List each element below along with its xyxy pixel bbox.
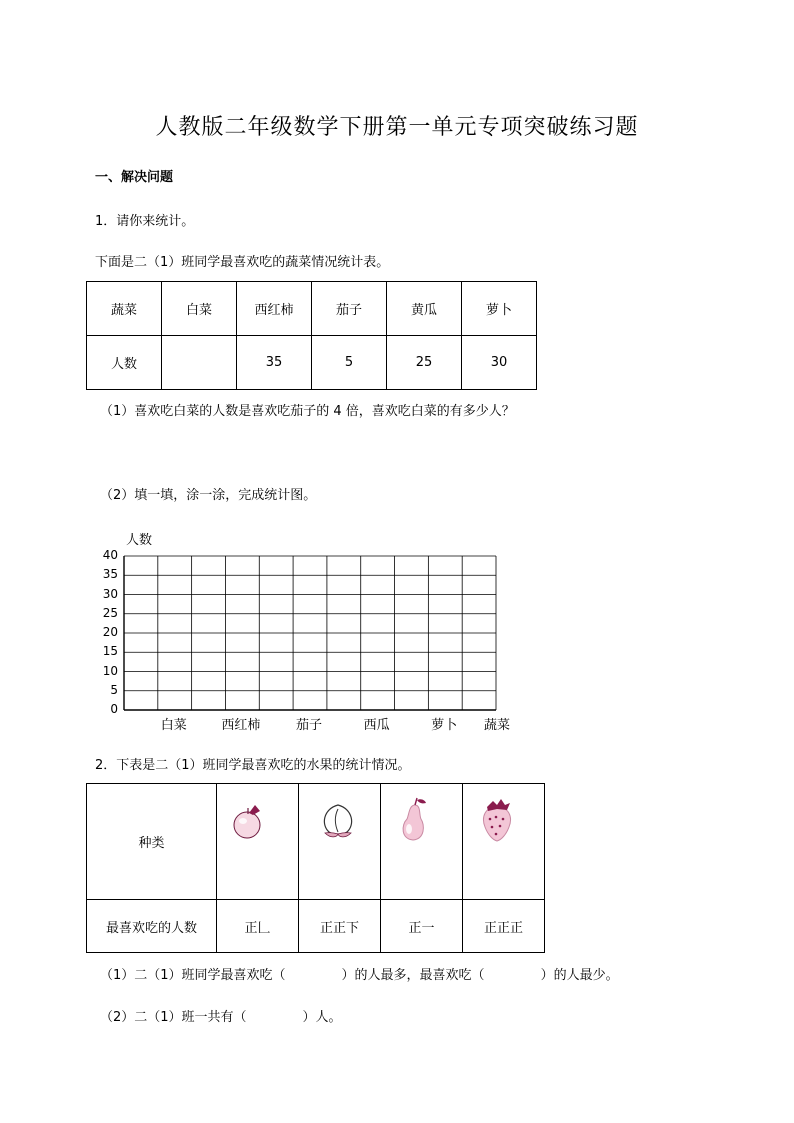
table-row (87, 336, 537, 390)
table-cell: 白菜 (162, 282, 237, 336)
table-cell: 25 (387, 336, 462, 390)
table-row (87, 784, 545, 900)
peach-icon (315, 799, 361, 845)
question-1-sub-2: （2）填一填，涂一涂，完成统计图。 (100, 488, 317, 503)
x-category-label: 萝卜 (431, 718, 458, 733)
text-fragment: ）人。 (302, 1010, 342, 1025)
table-cell: 蔬菜 (87, 282, 162, 336)
question-2-sub-1 (100, 964, 619, 983)
chart-x-axis-title: 蔬菜 (484, 718, 511, 733)
bar-chart-grid[interactable] (118, 548, 508, 718)
tally-cell: 正一 (381, 900, 463, 953)
text-fragment: ）的人最多，最喜欢吃（ (341, 968, 485, 983)
text-fragment: ）的人最少。 (540, 968, 619, 983)
table-cell (217, 784, 299, 900)
table-cell (381, 784, 463, 900)
y-tick-label: 15 (102, 644, 118, 659)
apple-icon (229, 799, 269, 841)
strawberry-icon (475, 795, 519, 845)
answer-cell[interactable] (162, 336, 237, 390)
x-category-label: 白菜 (160, 718, 187, 733)
table-cell: 5 (312, 336, 387, 390)
y-tick-label: 20 (102, 625, 118, 639)
text-fragment: （2）二（1）班一共有（ (100, 1010, 247, 1025)
table-cell: 35 (237, 336, 312, 390)
table-cell: 30 (462, 336, 537, 390)
tally-cell: 正正下 (299, 900, 381, 953)
question-1-intro: 下面是二（1）班同学最喜欢吃的蔬菜情况统计表。 (95, 255, 390, 270)
question-1-heading: 1．请你来统计。 (95, 214, 195, 229)
table-row (87, 900, 545, 953)
x-category-label: 西瓜 (363, 718, 390, 733)
x-category-label: 西红柿 (221, 718, 261, 733)
page-title: 人教版二年级数学下册第一单元专项突破练习题 (155, 115, 639, 140)
y-tick-label: 25 (102, 605, 118, 620)
tally-cell: 正𠃊 (217, 900, 299, 953)
y-tick-label: 40 (102, 548, 118, 562)
chart-y-axis-title: 人数 (126, 533, 153, 548)
text-fragment: （1）二（1）班同学最喜欢吃（ (100, 968, 286, 983)
table-cell: 西红柿 (237, 282, 312, 336)
question-1-sub-1: （1）喜欢吃白菜的人数是喜欢吃茄子的 4 倍，喜欢吃白菜的有多少人？ (100, 404, 515, 419)
table-cell: 茄子 (312, 282, 387, 336)
table-cell (299, 784, 381, 900)
fruit-table (86, 783, 545, 953)
pear-icon (393, 795, 433, 845)
table-cell: 种类 (87, 784, 217, 900)
table-cell: 黄瓜 (387, 282, 462, 336)
tally-cell: 正正正 (463, 900, 545, 953)
table-row (87, 282, 537, 336)
x-category-label: 茄子 (296, 718, 323, 733)
table-cell: 萝卜 (462, 282, 537, 336)
question-2-sub-2 (100, 1006, 342, 1025)
y-tick-label: 30 (102, 586, 118, 601)
y-tick-label: 0 (110, 702, 118, 716)
y-tick-label: 10 (102, 663, 118, 678)
vegetable-table (86, 281, 537, 390)
section-heading: 一、解决问题 (95, 170, 174, 185)
table-cell (463, 784, 545, 900)
question-2-heading: 2．下表是二（1）班同学最喜欢吃的水果的统计情况。 (95, 758, 411, 773)
table-cell: 人数 (87, 336, 162, 390)
table-cell: 最喜欢吃的人数 (87, 900, 217, 953)
y-tick-label: 5 (110, 682, 118, 697)
y-tick-label: 35 (102, 567, 118, 582)
